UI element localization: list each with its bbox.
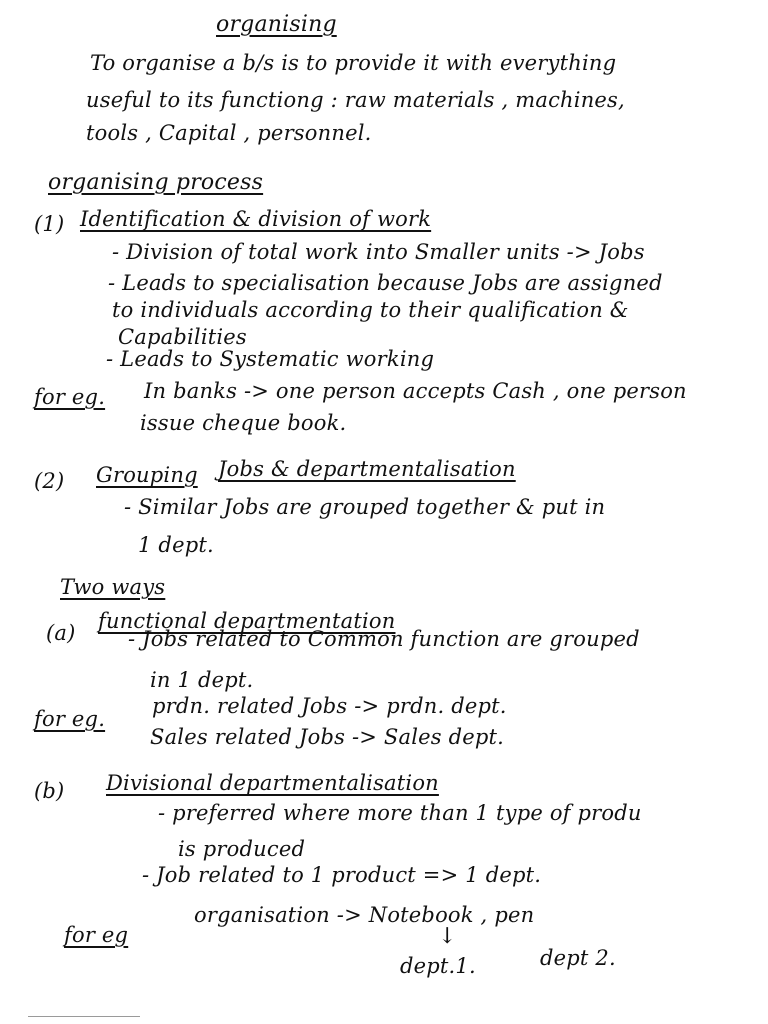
step1-point-2: - Leads to specialisation because Jobs are assigned [108,271,663,295]
step1-example-line-1: In banks -> one person accepts Cash , one person [144,379,687,403]
step2-number: (2) [34,469,65,493]
step1-point-5: - Leads to Systematic working [106,347,435,371]
bottom-divider [28,1016,140,1017]
way-b-point-3: - Job related to 1 product => 1 dept. [142,863,542,887]
intro-line-1: To organise a b/s is to provide it with everything [90,51,617,75]
way-b-point-2: is produced [178,837,306,861]
way-b-dept-2: dept 2. [540,946,616,970]
step1-point-3: to individuals according to their qualification & [112,298,629,322]
process-heading: organising process [48,170,264,195]
way-b-heading: Divisional departmentalisation [106,771,439,795]
step2-point-1: - Similar Jobs are grouped together & put in [124,495,606,519]
way-a-point-1: - Jobs related to Common function are grouped [128,627,640,651]
way-a-example-line-1: prdn. related Jobs -> prdn. dept. [152,694,507,718]
way-b-dept-1: dept.1. [400,954,476,978]
way-a-heading: functional departmentation [98,609,396,633]
way-b-example: organisation -> Notebook , pen [194,903,535,927]
way-b-number: (b) [34,779,65,803]
step1-point-1: - Division of total work into Smaller units -> Jobs [112,240,645,264]
way-b-example-label: for eg [64,923,129,947]
step1-point-4: Capabilities [118,325,247,349]
way-b-point-1: - preferred where more than 1 type of produ [158,801,642,825]
way-a-example-line-2: Sales related Jobs -> Sales dept. [150,725,505,749]
step2-point-2: 1 dept. [138,533,214,557]
two-ways-heading: Two ways [60,575,166,599]
down-arrow-icon: ↓ [438,924,457,949]
step1-number: (1) [34,212,65,236]
step2-heading-grouping: Grouping [96,463,198,487]
step1-example-line-2: issue cheque book. [140,411,347,435]
page-title: organising [216,12,337,37]
way-a-point-2: in 1 dept. [150,668,254,692]
way-a-number: (a) [46,621,76,645]
intro-line-3: tools , Capital , personnel. [86,121,372,145]
way-a-example-label: for eg. [34,707,106,731]
step1-heading: Identification & division of work [80,207,432,231]
intro-line-2: useful to its functiong : raw materials , machines, [86,88,625,112]
step2-heading-dept: Jobs & departmentalisation [218,457,516,481]
step1-example-label: for eg. [34,385,106,409]
